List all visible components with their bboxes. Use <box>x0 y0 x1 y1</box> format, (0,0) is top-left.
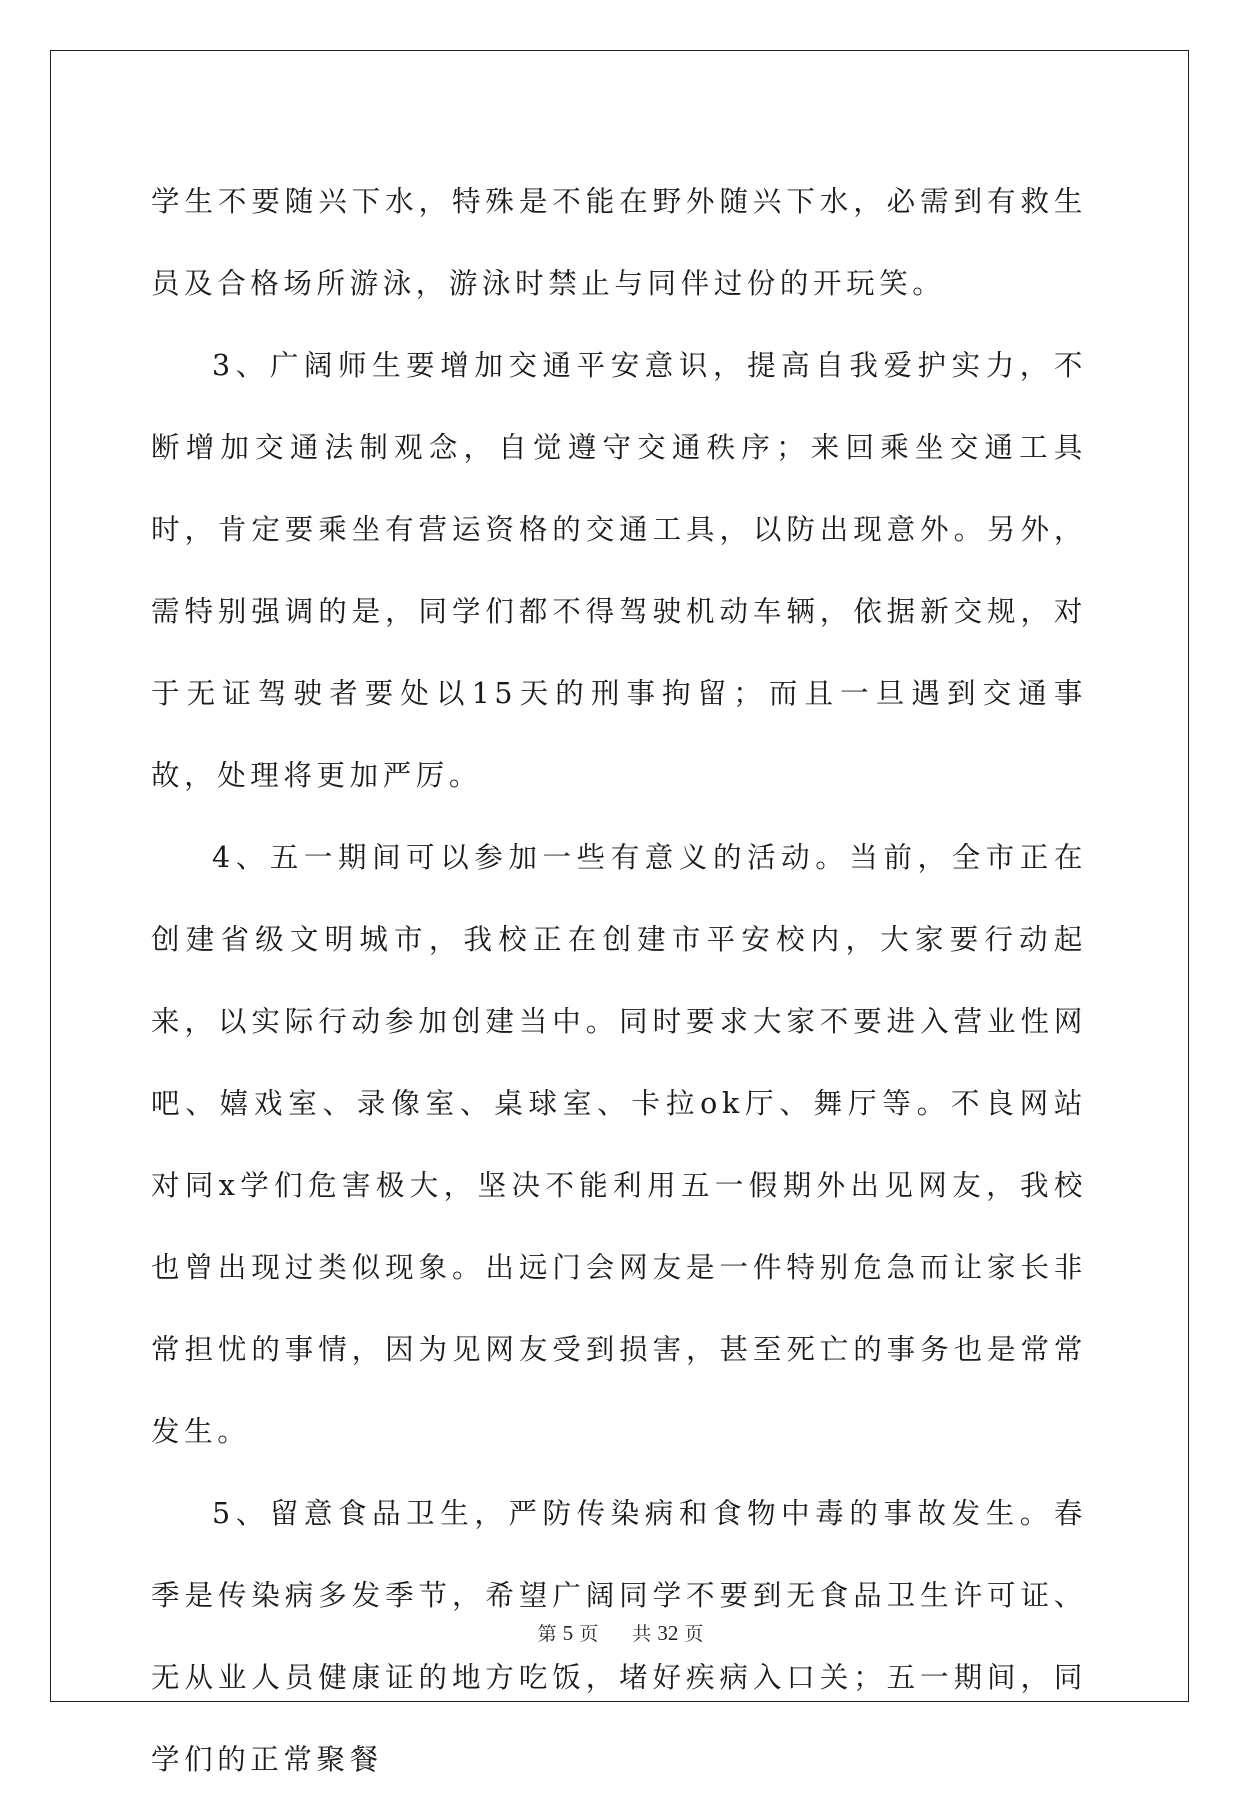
page-prefix: 第 <box>537 1623 557 1645</box>
total-prefix: 共 <box>632 1623 652 1645</box>
page-footer <box>0 1620 1241 1647</box>
paragraph-continued: 学生不要随兴下水，特殊是不能在野外随兴下水，必需到有救生员及合格场所游泳，游泳时禁止与同伴过份的开玩笑。 <box>151 185 1087 300</box>
total-suffix: 页 <box>684 1623 704 1645</box>
paragraph-traffic-safety: 3、广阔师生要增加交通平安意识，提高自我爱护实力，不断增加交通法制观念，自觉遵守交通秩序；来回乘坐交通工具时，肯定要乘坐有营运资格的交通工具，以防出现意外。另外，需特别强调的是，同学们都不得驾驶机动车辆，依据新交规，对于无证驾驶者要处以15天的刑事拘留；而且一旦遇到交通事故，处理将更加严厉。 <box>151 349 1087 792</box>
document-body <box>151 161 1087 1801</box>
page-suffix: 页 <box>579 1623 599 1645</box>
paragraph-food-hygiene: 5、留意食品卫生，严防传染病和食物中毒的事故发生。春季是传染病多发季节，希望广阔同学不要到无食品卫生许可证、无从业人员健康证的地方吃饭，堵好疾病入口关；五一期间，同学们的正常聚餐 <box>151 1497 1087 1776</box>
total-pages: 32 <box>657 1621 679 1645</box>
paragraph-activities: 4、五一期间可以参加一些有意义的活动。当前，全市正在创建省级文明城市，我校正在创建市平安校内，大家要行动起来，以实际行动参加创建当中。同时要求大家不要进入营业性网吧、嬉戏室、录像室、桌球室、卡拉ok厅、舞厅等。不良网站对同x学们危害极大，坚决不能利用五一假期外出见网友，我校也曾出现过类似现象。出远门会网友是一件特别危急而让家长非常担忧的事情，因为见网友受到损害，甚至死亡的事务也是常常发生。 <box>151 841 1087 1448</box>
page-number: 5 <box>562 1621 574 1645</box>
